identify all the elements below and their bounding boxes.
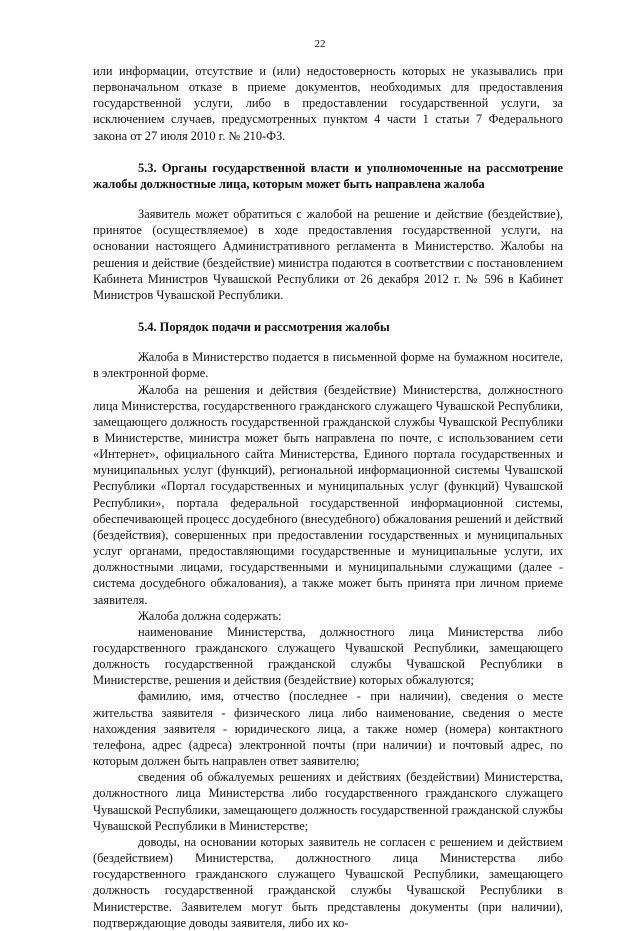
paragraph-5-4-4: наименование Министерства, должностного лица Министерства либо государственного гражданского служащего Чувашской Республики, замещающего должность государственной гражданской службы Чувашской Республики в Министерстве, решения и действия (бездействие) которых обжалуются; [93,624,563,688]
paragraph-5-4-7: доводы, на основании которых заявитель не согласен с решением и действием (бездействием) Министерства, должностного лица Министерства либо государственного гражданского служащего Чувашской Республики, замещающего должность государственной гражданской службы Чувашской Республики в Министерстве. Заявителем могут быть представлены документы (при наличии), подтверждающие доводы заявителя, либо их ко- [93,834,563,930]
spacer [93,303,563,319]
paragraph-5-4-6: сведения об обжалуемых решениях и действиях (бездействии) Министерства, должностного лица Министерства либо государственного гражданского служащего Чувашской Республики, замещающего должность государственной гражданской службы Чувашской Республики в Министерстве; [93,770,563,833]
spacer [93,335,563,349]
spacer [93,192,563,206]
section-heading-5-3: 5.3. Органы государственной власти и уполномоченные на рассмотрение жалобы должностные лица, которым может быть направлена жалоба [93,160,563,191]
spacer [93,144,563,160]
page-number: 22 [314,38,326,50]
paragraph-5-4-2: Жалоба на решения и действия (бездействие) Министерства, должностного лица Министерства, государственного гражданского служащего Чувашской Республики, замещающего должность государственной гражданской службы Чувашской Республики в Министерстве, министра может быть направлена по почте, с использованием сети «Интернет», официального сайта Министерства, Единого портала государственных и муниципальных услуг (функций), региональной информационной системы Чувашской Республики «Портал государственных и муниципальных услуг (функций) Чувашской Республики», портала федеральной государственной информационной системы, обеспечивающей процесс досудебного (внесудебного) обжалования решений и действий (бездействия), совершенных при предоставлении государственных и муниципальных услуг органами, предоставляющими государственные и муниципальные услуги, их должностными лицами, государственными и муниципальными служащими (далее - система досудебного обжалования), а также может быть принята при личном приеме заявителя. [93,382,563,607]
document-body [93,63,563,931]
paragraph-5-4-1: Жалоба в Министерство подается в письменной форме на бумажном носителе, в электронной форме. [93,350,563,381]
paragraph-continuation: или информации, отсутствие и (или) недостоверность которых не указывались при первоначальном отказе в приеме документов, необходимых для предоставления государственной услуги, либо в предоставлении государственной услуги, за исключением случаев, предусмотренных пунктом 4 части 1 статьи 7 Федерального закона от 27 июля 2010 г. № 210-ФЗ. [93,64,563,143]
paragraph-5-3: Заявитель может обратиться с жалобой на решение и действие (бездействие), принятое (осуществляемое) в ходе предоставления государственной услуги, на основании настоящего Административного регламента в Министерство. Жалобы на решения и действие (бездействие) министра подаются в соответствии с постановлением Кабинета Министров Чувашской Республики от 26 декабря 2012 г. № 596 в Кабинет Министров Чувашской Республики. [93,207,563,302]
paragraph-5-4-5: фамилию, имя, отчество (последнее - при наличии), сведения о месте жительства заявителя - физического лица либо наименование, сведения о месте нахождения заявителя - юридического лица, а также номер (номера) контактного телефона, адрес (адреса) электронной почты (при наличии) и почтовый адрес, по которым должен быть направлен ответ заявителю; [93,689,563,769]
section-heading-5-4: 5.4. Порядок подачи и рассмотрения жалобы [138,320,390,335]
paragraph-5-4-3: Жалоба должна содержать: [138,608,282,623]
